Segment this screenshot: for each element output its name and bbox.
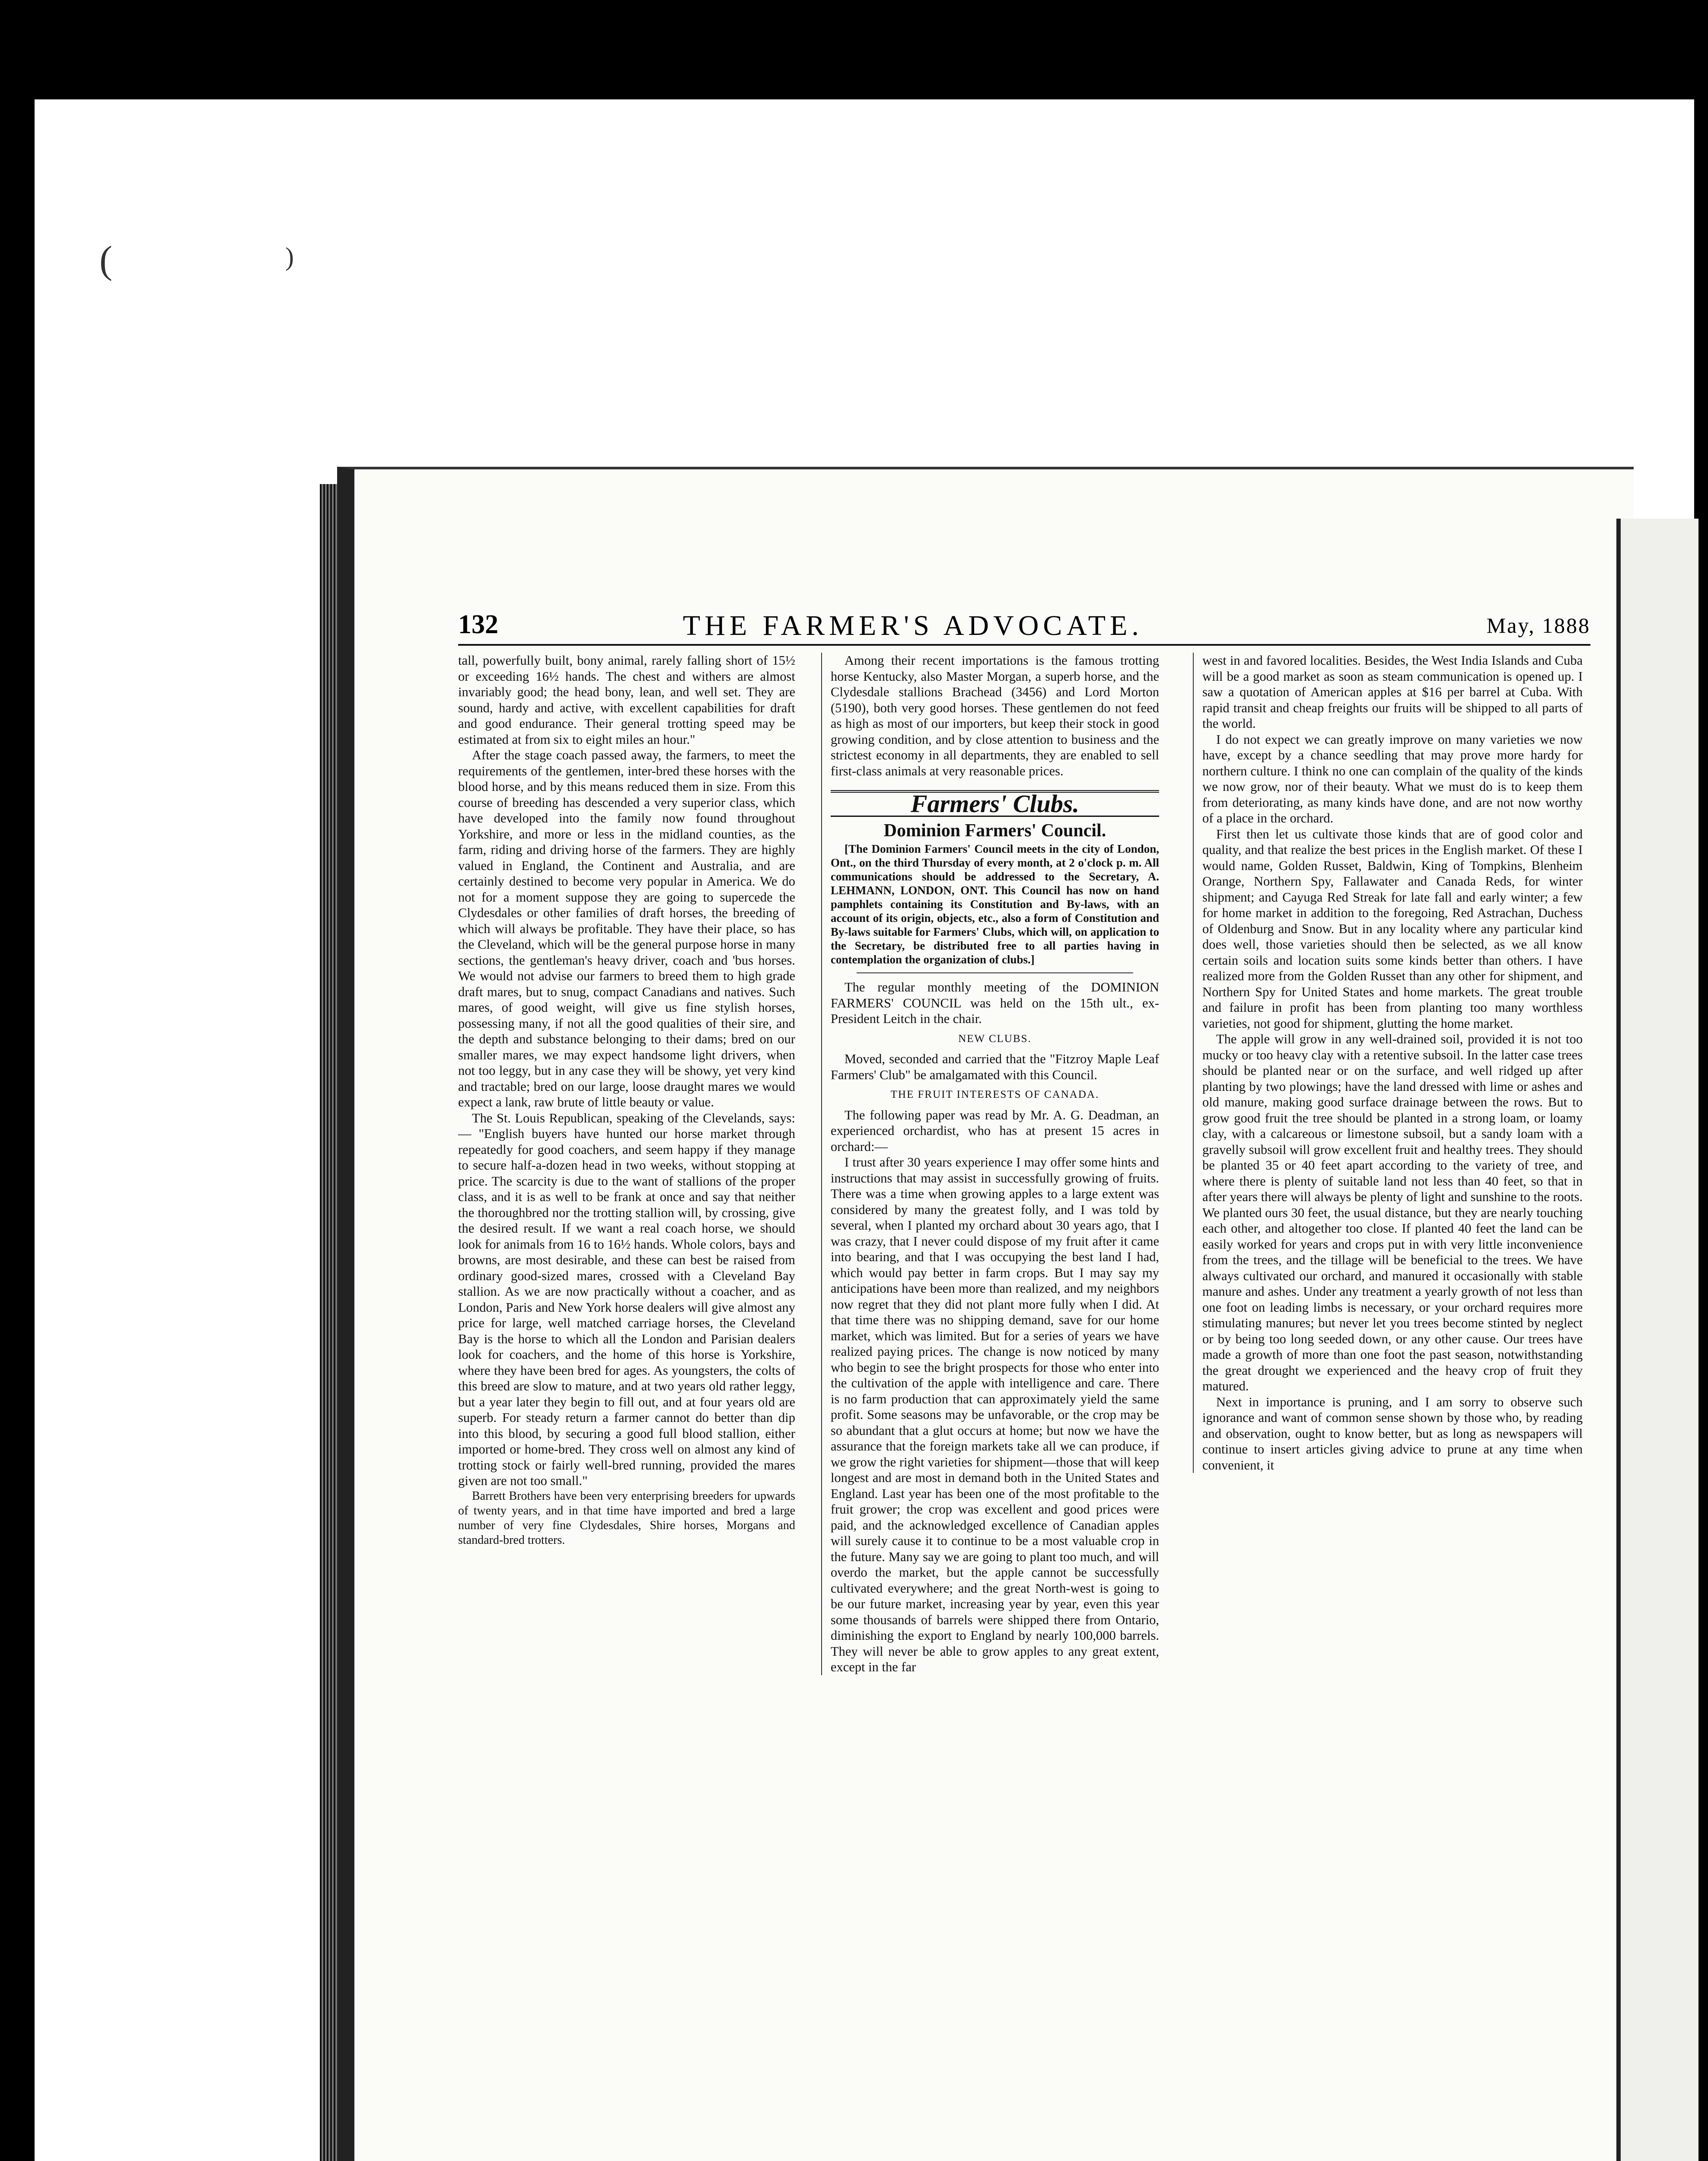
column-1 [458,653,795,1548]
column-2 [821,653,1159,1675]
paragraph: The following paper was read by Mr. A. G. Deadman, an experienced orchardist, who has at present 15 acres in orchard:— [831,1107,1159,1154]
paragraph: Moved, seconded and carried that the "Fitzroy Maple Leaf Farmers' Club" be amalgamated with this Council. [831,1052,1159,1082]
page-header [441,609,1590,644]
subheading: NEW CLUBS. [958,1033,1032,1045]
paragraph: west in and favored localities. Besides, the West India Islands and Cuba will be a good market as soon as steam communication is opened up. I saw a quotation of American apples at $16 per barrel at Cuba. With rapid transit and cheap freights our fruits will be shipped to all parts of the world. [1202,653,1583,731]
column-3 [1193,653,1583,1473]
header-rule [458,644,1590,646]
paragraph: The apple will grow in any well-drained soil, provided it is not too mucky or too heavy clay with a retentive subsoil. In the latter case trees should be planted near or on the surface, and well ridged up after planting by two plowings; have the land dressed with lime or ashes and old manure, making good surface drainage between the rows. But to grow good fruit the tree should be planted in a strong loam, or loamy clay, with a calcareous or limestone subsoil, but a sandy loam with a gravelly subsoil will grow excellent fruit and healthy trees. They should be planted 35 or 40 feet apart according to the variety of tree, and where there is plenty of suitable land not less than 40 feet, so that in after years there will always be plenty of light and sunshine to the roots. We planted ours 30 feet, the usual distance, but they are nearly touching each other, and altogether too close. If planted 40 feet the land can be easily worked for years and crops put in with very little inconvenience from the trees, and the tillage will be beneficial to the trees. We have always cultivated our orchard, and manured it occasionally with stable manure and ashes. Under any treatment a yearly growth of not less than one foot on leading limbs is necessary, or your orchard requires more stimulating manures; but never let you trees become stinted by neglect or by being too long seeded down, or any other cause. Our trees have made a growth of more than one foot the past season, notwithstanding the great drought we experienced and the heavy crop of fruit they matured. [1202,1032,1583,1393]
paragraph: I trust after 30 years experience I may offer some hints and instructions that may assist in successfully growing of fruits. There was a time when growing apples to a large extent was considered by many the greatest folly, and I was told by several, when I planted my orchard about 30 years ago, that I was crazy, that I never could dispose of my fruit after it came into bearing, and that I was occupying the best land I had, which would pay better in farm crops. But I may say my anticipations have been more than realized, and my neighbors now regret that they did not plant more fully when I did. At that time there was no shipping demand, save for our home market, which was limited. But for a series of years we have realized paying prices. The change is now noticed by many who begin to see the bright prospects for those who enter into the cultivation of the apple with intelligence and care. There is no farm production that can approximately yield the same profit. Some seasons may be unfavorable, or the crop may be so abundant that a glut occurs at home; but now we have the assurance that the foreign markets take all we can produce, if we grow the right varieties for shipment—those that will keep longest and are most in demand both in the United States and England. Last year has been one of the most profitable to the fruit grower; the crop was excellent and good prices were paid, and the acknowledged excellence of Canadian apples will surely cause it to continue to be a most valuable crop in the future. Many say we are going to plant too much, and will overdo the market, but the apple cannot be successfully cultivated everywhere; and the great North-west is going to be our future market, increasing year by year, even this year some thousands of barrels were shipped there from Ontario, diminishing the export to England by nearly 100,000 barrels. They will never be able to grow apples to any great extent, except in the far [831,1155,1159,1674]
paragraph: The regular monthly meeting of the DOMINION FARMERS' COUNCIL was held on the 15th ult., ex-President Leitch in the chair. [831,980,1159,1026]
page-number: 132 [458,610,498,639]
separator [857,972,1133,973]
margin-mark: ( [99,239,112,281]
section-title: Farmers' Clubs. [831,790,1159,817]
paragraph: Among their recent importations is the famous trotting horse Kentucky, also Master Morgan, a superb horse, and the Clydesdale stallions Brachead (3456) and Lord Morton (5190), both very good horses. These gentlemen do not feed as high as most of our importers, but keep their stock in good growing condition, and by close attention to business and the strictest economy in all departments, they are enabled to sell first-class animals at very reasonable prices. [831,653,1159,778]
paragraph: Next in importance is pruning, and I am sorry to observe such ignorance and want of common sense shown by those who, by reading and observation, ought to know better, but as long as newspapers will continue to insert articles giving advice to prune at any time when convenient, it [1202,1394,1583,1473]
book-spine-edge [320,484,337,2161]
paragraph: Barrett Brothers have been very enterprising breeders for upwards of twenty years, and in that time have imported and bred a large number of very fine Clydesdales, Shire horses, Morgans and standard-bred trotters. [458,1489,795,1547]
newspaper-page [441,579,1590,2161]
margin-mark: ) [285,242,294,271]
paragraph: First then let us cultivate those kinds that are of good color and quality, and that realize the best prices in the English market. Of these I would name, Golden Russet, Baldwin, King of Tompkins, Blenheim Orange, Northern Spy, Fallawater and Canada Reds, for winter shipment; and Cayuga Red Streak for late fall and early winter; a few for home market in addition to the foregoing, Red Astrachan, Duchess of Oldenburg and Snow. But in any locality where any particular kind does well, those varieties should then be selected, as we all know certain soils and location suits some kinds better than others. I have realized more from the Golden Russet than any other for shipment, and Northern Spy for United States and home markets. The great trouble and failure in profit has been from planting too many worthless varieties, not good for shipment, glutting the home market. [1202,826,1583,1031]
paragraph: I do not expect we can greatly improve on many varieties we now have, except by a chance seedling that may prove more hardy for northern culture. I think no one can complain of the quality of the kinds we now grow, nor of their beauty. What we must do is to keep them from deteriorating, as many kinds have done, and are not now worthy of a place in the orchard. [1202,732,1583,826]
issue-date: May, 1888 [1486,613,1590,637]
council-notice: [The Dominion Farmers' Council meets in the city of London, Ont., on the third Thursday of every month, at 2 o'clock p. m. All communications should be addressed to the Secretary, A. LEHMANN, LONDON, ONT. This Council has now on hand pamphlets containing its Constitution and By-laws, with an account of its origin, objects, etc., also a form of Constitution and By-laws suitable for Farmers' Clubs, which will, on application to the Secretary, be distributed free to all parties having in contemplation the organization of clubs.] [831,842,1159,966]
subheading: THE FRUIT INTERESTS OF CANADA. [890,1089,1099,1100]
paragraph: The St. Louis Republican, speaking of the Clevelands, says: — "English buyers have hunted our horse market through repeatedly for good coachers, and seem happy if they manage to secure half-a-dozen head in two weeks, without stopping at price. The scarcity is due to the want of stallions of the proper class, and it is as well to be frank at once and say that neither the thoroughbred nor the trotting stallion will, by crossing, give the desired result. If we want a real coach horse, we should look for animals from 16 to 16½ hands. Whole colors, bays and browns, are most desirable, and these can best be raised from ordinary good-sized mares, crossed with a Cleveland Bay stallion. As we are now practically without a coacher, and as London, Paris and New York horse dealers will give almost any price for large, well matched carriage horses, the Cleveland Bay is the horse to which all the London and Parisian dealers look for coachers, and the home of this horse is Yorkshire, where they have been bred for ages. As youngsters, the colts of this breed are slow to mature, and at two years old rather leggy, but a year later they begin to fill out, and at four years old are superb. For steady return a farmer cannot do better than dip into this blood, by securing a good full blood stallion, either imported or home-bred. They cross well on almost any kind of trotting stock or fairly well-bred running, provided the mares given are not too small." [458,1110,795,1488]
paragraph: tall, powerfully built, bony animal, rarely falling short of 15½ or exceeding 16½ hands. The chest and withers are almost invariably good; the head bony, lean, and well set. They are sound, hardy and active, with excellent capabilities for draft and good endurance. Their general trotting speed may be estimated at from six to eight miles an hour." [458,653,795,747]
adjacent-page-edge [1616,519,1698,2161]
paragraph: After the stage coach passed away, the farmers, to meet the requirements of the gentlemen, inter-bred these horses with the blood horse, and by this means reduced them in size. From this course of breeding has descended a very superior class, which have developed into the family now found throughout Yorkshire, and more or less in the midland counties, as the farm, riding and driving horse of the farmers. They are highly valued in England, the Continent and Australia, and are certainly destined to become very popular in America. We do not for a moment suppose they are going to supercede the Clydesdales or other families of draft horses, the breeding of which will always be profitable. They have their place, so has the Cleveland, which will be the general purpose horse in many sections, the gentleman's heavy driver, coach and 'bus horses. We would not advise our farmers to breed them to high grade draft mares, but to snug, compact Canadians and natives. Such mares, of good weight, will give us fine stylish horses, possessing many, if not all the good qualities of their sire, and the depth and substance belonging to their dams; bred on our smaller mares, we may expect handsome light drivers, when not too leggy, but in any case they will be showy, yet very kind and tractable; bred on our large, loose draught mares we would expect a lank, raw brute of little beauty or value. [458,748,795,1109]
publication-title: THE FARMER'S ADVOCATE. [683,610,1143,641]
article-title: Dominion Farmers' Council. [883,820,1106,841]
